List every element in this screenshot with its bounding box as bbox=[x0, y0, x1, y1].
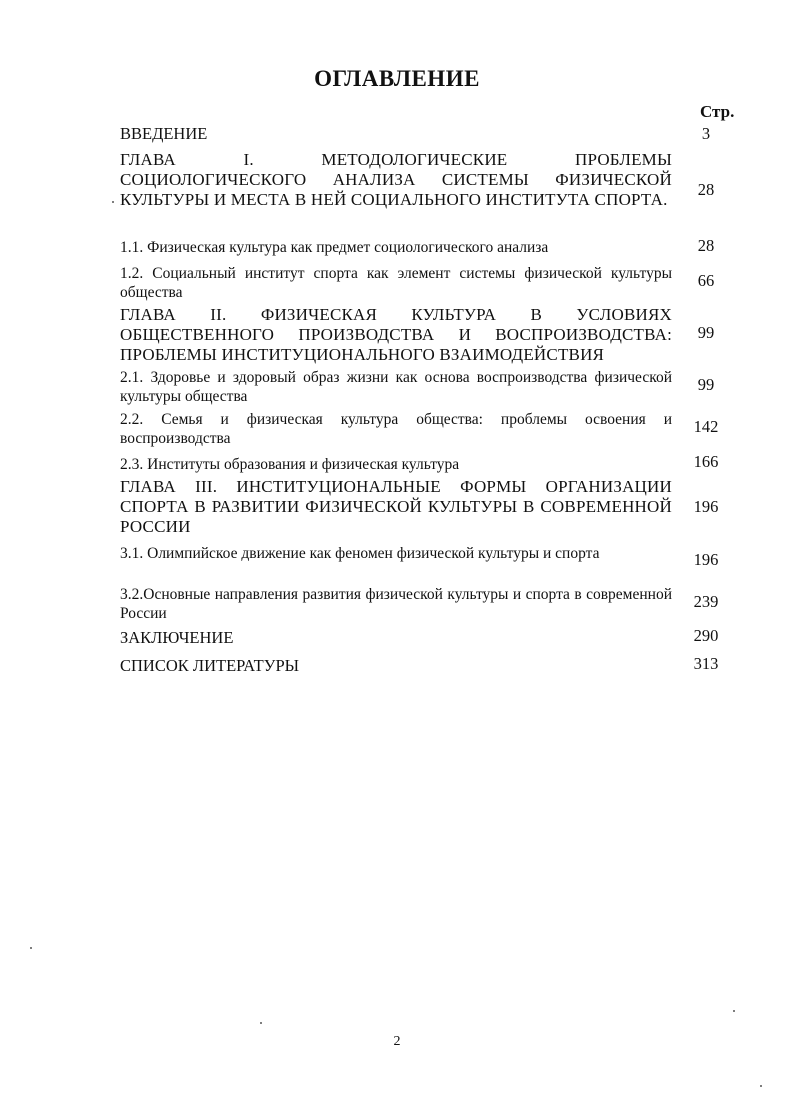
toc-entry-page: 28 bbox=[697, 180, 715, 199]
toc-entry-page: 99 bbox=[697, 375, 715, 394]
toc-entry-section-3-1 bbox=[120, 544, 672, 563]
scan-speck bbox=[112, 201, 114, 203]
toc-entry-section-1-2 bbox=[120, 264, 672, 302]
toc-entry-page: 196 bbox=[693, 550, 719, 569]
toc-entry-chapter-2 bbox=[120, 305, 672, 365]
scan-speck bbox=[733, 1010, 735, 1012]
toc-entry-text: 3.1. Олимпийское движение как феномен физической культуры и спорта bbox=[120, 545, 600, 562]
toc-entry-page: 3 bbox=[701, 124, 711, 143]
toc-entry-text: ВВЕДЕНИЕ bbox=[120, 124, 208, 143]
scan-speck bbox=[30, 947, 32, 949]
toc-entry-page: 142 bbox=[693, 417, 719, 436]
footer-page-number: 2 bbox=[393, 1034, 401, 1049]
toc-entry-text: 2.2. Семья и физическая культура общества: проблемы освоения и воспроизводства bbox=[120, 411, 672, 447]
toc-entry-text: ГЛАВА III. ИНСТИТУЦИОНАЛЬНЫЕ ФОРМЫ ОРГАНИЗАЦИИ СПОРТА В РАЗВИТИИ ФИЗИЧЕСКОЙ КУЛЬТУРЫ В СОВРЕМЕННОЙ РОССИИ bbox=[120, 477, 672, 536]
toc-entry-conclusion bbox=[120, 628, 672, 647]
page-title: ОГЛАВЛЕНИЕ bbox=[314, 66, 480, 91]
toc-entry-page: 28 bbox=[697, 236, 715, 255]
toc-entry-page: 313 bbox=[693, 654, 719, 673]
toc-entry-section-2-1 bbox=[120, 368, 672, 406]
page-column-header: Стр. bbox=[700, 102, 735, 121]
toc-entry-page: 239 bbox=[693, 592, 719, 611]
toc-entry-section-1-1 bbox=[120, 238, 672, 257]
toc-entry-text: ГЛАВА II. ФИЗИЧЕСКАЯ КУЛЬТУРА В УСЛОВИЯХ ОБЩЕСТВЕННОГО ПРОИЗВОДСТВА И ВОСПРОИЗВОДСТВА: ПРОБЛЕМЫ ИНСТИТУЦИОНАЛЬНОГО ВЗАИМОДЕЙСТВИЯ bbox=[120, 305, 672, 364]
scan-speck bbox=[260, 1022, 262, 1024]
toc-entry-text: СПИСОК ЛИТЕРАТУРЫ bbox=[120, 656, 300, 675]
toc-entry-section-2-3 bbox=[120, 455, 672, 474]
toc-entry-page: 99 bbox=[697, 323, 715, 342]
toc-entry-text: 2.3. Институты образования и физическая культура bbox=[120, 456, 460, 473]
scan-speck bbox=[760, 1085, 762, 1087]
toc-entry-page: 196 bbox=[693, 497, 719, 516]
toc-entry-text: 1.1. Физическая культура как предмет социологического анализа bbox=[120, 239, 549, 256]
toc-entry-bibliography bbox=[120, 656, 672, 675]
toc-entry-section-3-2 bbox=[120, 585, 672, 623]
toc-entry-introduction bbox=[120, 124, 672, 143]
toc-entry-text: ГЛАВА I. МЕТОДОЛОГИЧЕСКИЕ ПРОБЛЕМЫ СОЦИОЛОГИЧЕСКОГО АНАЛИЗА СИСТЕМЫ ФИЗИЧЕСКОЙ КУЛЬТУРЫ И МЕСТА В НЕЙ СОЦИАЛЬНОГО ИНСТИТУТА СПОРТА. bbox=[120, 150, 672, 209]
toc-entry-chapter-1 bbox=[120, 150, 672, 210]
toc-entry-page: 166 bbox=[693, 452, 719, 471]
toc-entry-page: 290 bbox=[693, 626, 719, 645]
toc-entry-section-2-2 bbox=[120, 410, 672, 448]
toc-entry-text: 3.2.Основные направления развития физической культуры и спорта в современной России bbox=[120, 586, 672, 622]
toc-entry-chapter-3 bbox=[120, 477, 672, 537]
toc-entry-text: ЗАКЛЮЧЕНИЕ bbox=[120, 628, 234, 647]
toc-entry-page: 66 bbox=[697, 271, 715, 290]
toc-entry-text: 2.1. Здоровье и здоровый образ жизни как основа воспроизводства физической культуры общества bbox=[120, 369, 672, 405]
toc-entry-text: 1.2. Социальный институт спорта как элемент системы физической культуры общества bbox=[120, 265, 672, 301]
